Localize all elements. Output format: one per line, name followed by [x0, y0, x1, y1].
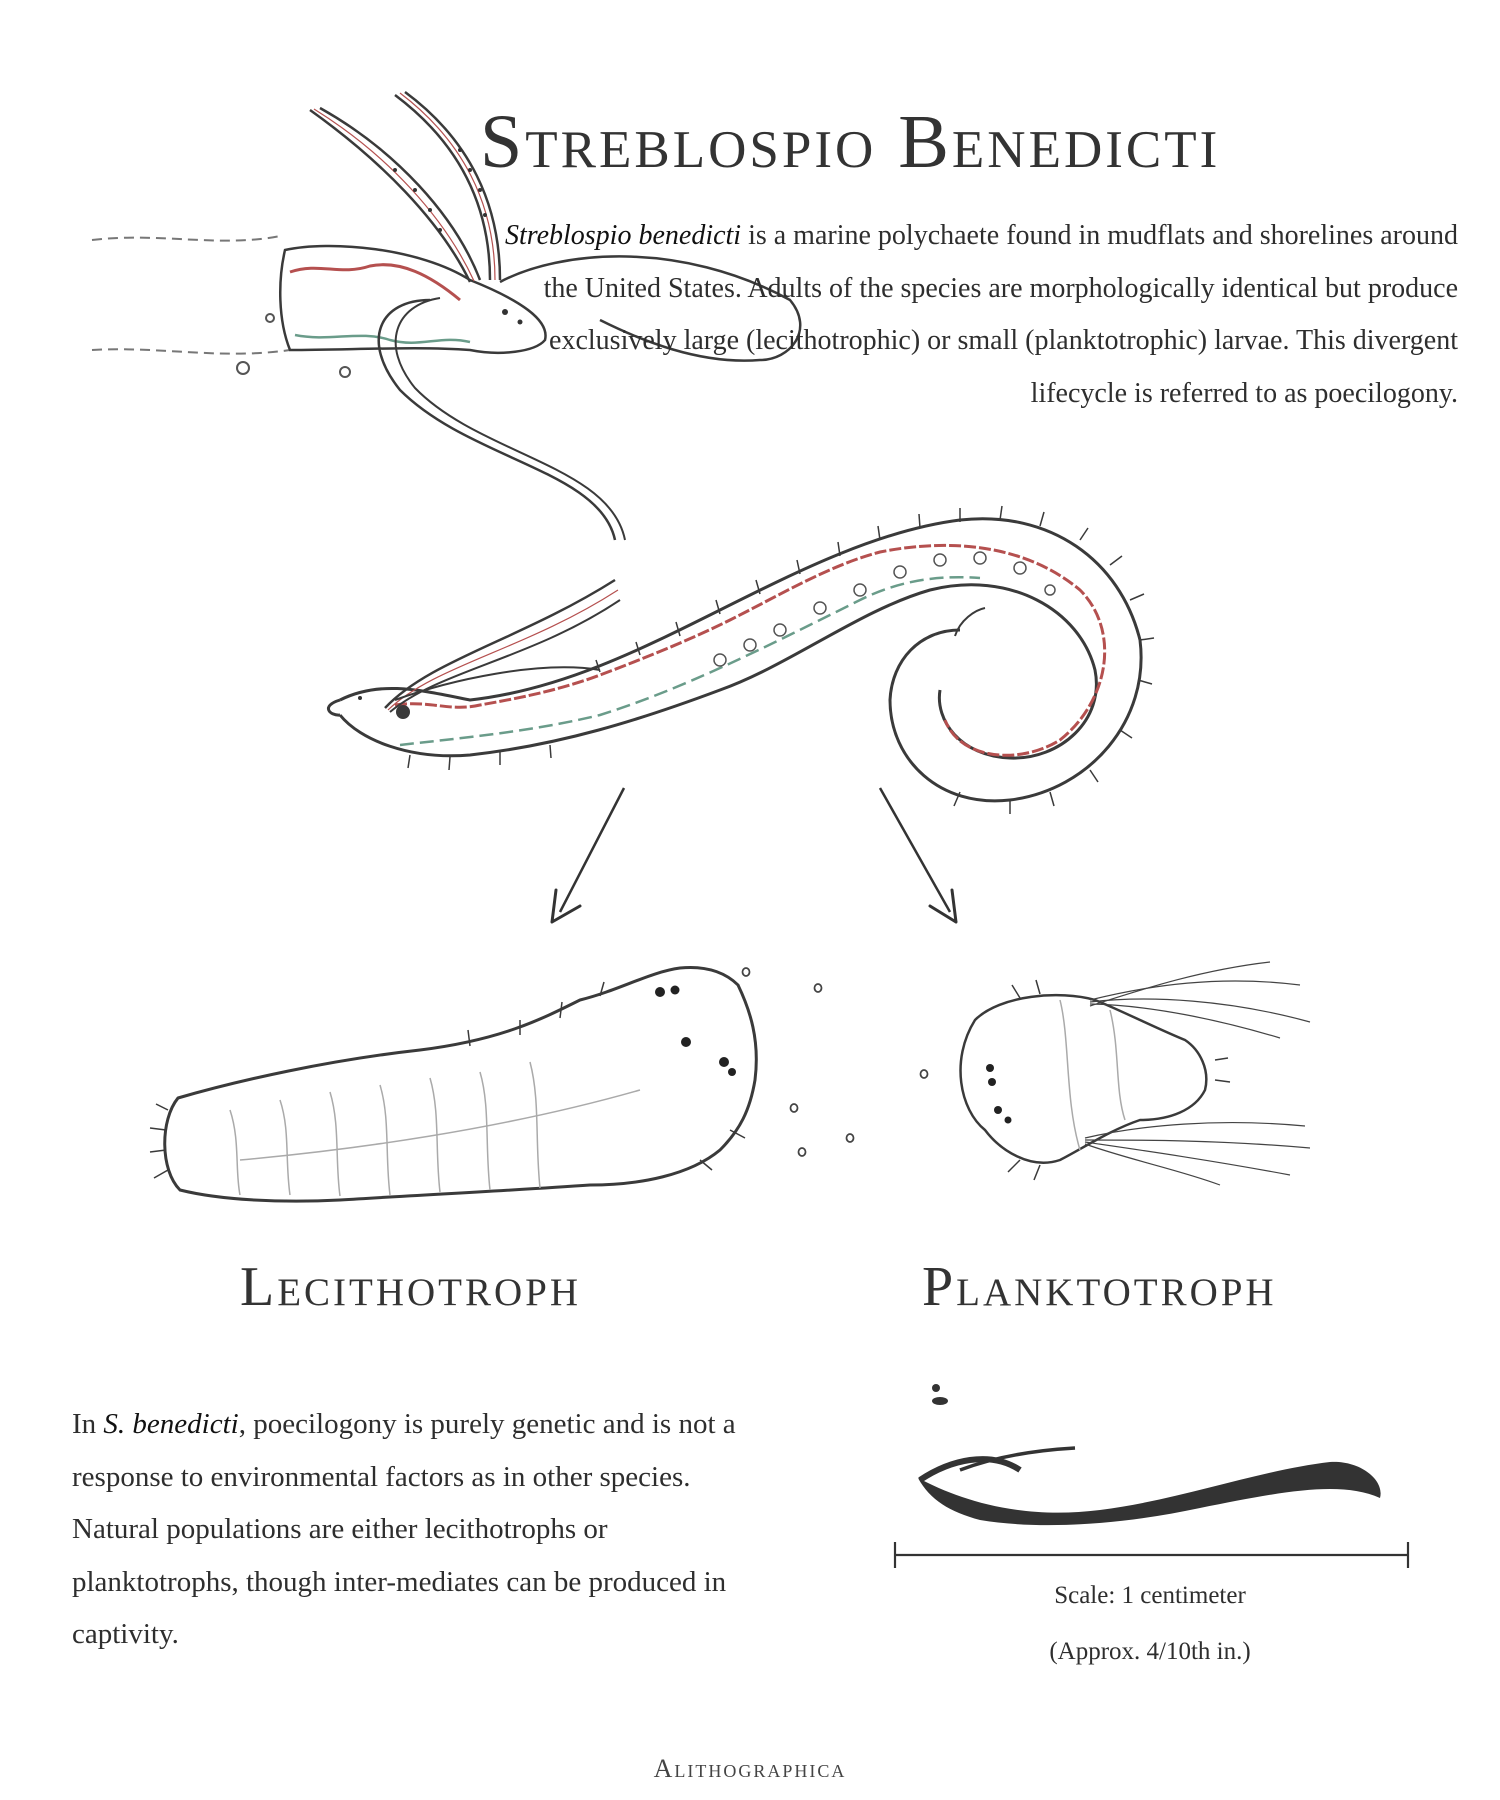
scale-bar	[895, 1542, 1408, 1568]
footer-credit: Alithographica	[653, 1754, 847, 1783]
bottom-species-name: S. benedicti	[103, 1408, 239, 1440]
intro-species-name: Streblospio benedicti	[504, 220, 742, 251]
arrow-to-planktotroph	[880, 788, 956, 922]
lecithotroph-label: Lecithotroph	[240, 1256, 582, 1318]
scale-worm-silhouette	[918, 1384, 1381, 1525]
adult-curled-worm-illustration	[328, 506, 1154, 814]
planktotroph-label: Planktotroph	[922, 1256, 1277, 1318]
bottom-text: , poecilogony is purely genetic and is not a response to environmental factors as in other species. Natural populations are either lecithotrophs or planktotrophs, though inter-mediates can be produced in captivity.	[72, 1408, 736, 1650]
bottom-prefix: In	[72, 1408, 104, 1440]
scale-caption: Scale: 1 centimeter	[1054, 1582, 1246, 1609]
arrow-to-lecithotroph	[552, 788, 624, 922]
intro-text: is a marine polychaete found in mudflats and shorelines around the United States. Adults of the species are morphologically identical but produce exclusively large (lecithotrophic) or small (planktotrophic) larvae. This divergent lifecycle is referred to as poecilogony.	[543, 220, 1458, 409]
intro-paragraph	[498, 210, 1458, 420]
lecithotroph-larva-illustration	[150, 967, 928, 1201]
planktotroph-larva-illustration	[961, 962, 1310, 1185]
scale-conversion: (Approx. 4/10th in.)	[1049, 1638, 1251, 1665]
page-title: Streblospio Benedicti	[480, 100, 1221, 184]
bottom-paragraph	[72, 1398, 772, 1661]
